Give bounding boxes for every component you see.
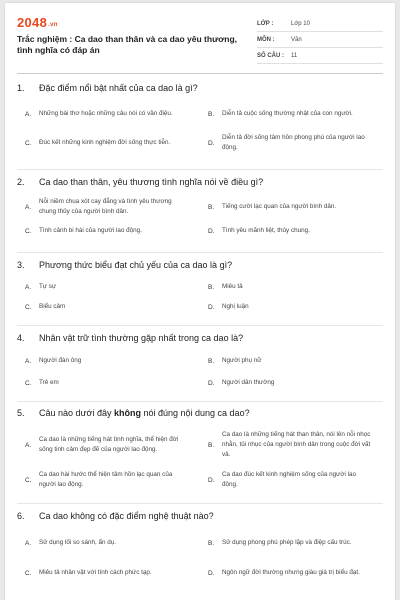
question-header	[17, 260, 383, 271]
option-text: Người đàn ông	[39, 357, 82, 364]
question-text: Đặc điểm nổi bật nhất của ca dao là gì?	[39, 83, 198, 93]
options	[17, 350, 383, 394]
option-letter: B.	[208, 357, 215, 365]
meta-row-subject	[257, 32, 383, 48]
option-a[interactable]	[17, 100, 200, 128]
question-number: 1.	[17, 83, 25, 93]
meta-value: Lớp 10	[291, 20, 310, 27]
option-letter: B.	[208, 283, 215, 291]
option-letter: A.	[25, 539, 32, 547]
page	[5, 3, 395, 600]
question-text: Phương thức biểu đạt chủ yếu của ca dao là gì?	[39, 260, 233, 270]
option-d[interactable]	[200, 220, 383, 242]
meta-key: LỚP :	[257, 20, 274, 27]
option-c[interactable]	[17, 297, 200, 317]
option-letter: A.	[25, 357, 32, 365]
question-separator	[17, 503, 383, 504]
option-letter: C.	[25, 303, 32, 311]
option-text: Sử dụng phong phú phép lặp và điệp cấu trúc.	[222, 539, 352, 546]
question-separator	[17, 252, 383, 253]
option-letter: A.	[25, 110, 32, 118]
meta-value: Văn	[291, 36, 302, 43]
question-separator	[17, 401, 383, 402]
meta-key: SỐ CÂU :	[257, 52, 284, 59]
question-text	[39, 408, 250, 419]
option-text: Biểu cảm	[39, 303, 66, 310]
question-3	[17, 260, 383, 317]
option-letter: D.	[208, 303, 215, 311]
option-text: Tự sự	[39, 283, 57, 290]
question-1	[17, 83, 383, 158]
option-letter: B.	[208, 441, 215, 449]
option-letter: C.	[25, 139, 32, 147]
page-title: Trắc nghiệm : Ca dao than thân và ca dao yêu thương, tình nghĩa có đáp án	[17, 34, 238, 55]
question-number: 2.	[17, 177, 25, 187]
option-b[interactable]	[200, 425, 383, 465]
option-text: Tình yêu mãnh liệt, thủy chung.	[222, 227, 310, 234]
question-header	[17, 177, 383, 188]
option-letter: C.	[25, 379, 32, 387]
option-b[interactable]	[200, 528, 383, 558]
option-text: Ngôn ngữ đời thường nhưng giàu giá trị biểu đạt.	[222, 569, 360, 576]
question-6	[17, 511, 383, 588]
option-c[interactable]	[17, 220, 200, 242]
option-letter: C.	[25, 476, 32, 484]
meta-table	[257, 16, 383, 64]
question-text: Ca dao không có đặc điểm nghệ thuật nào?	[39, 511, 214, 521]
option-a[interactable]	[17, 194, 200, 220]
option-c[interactable]	[17, 558, 200, 588]
site-logo[interactable]	[17, 15, 58, 30]
question-number: 5.	[17, 408, 25, 418]
option-letter: D.	[208, 379, 215, 387]
option-c[interactable]	[17, 465, 200, 495]
option-text: Diễn tả đời sống tâm hồn phong phú của người lao động.	[222, 134, 365, 151]
option-a[interactable]	[17, 350, 200, 372]
option-letter: D.	[208, 227, 215, 235]
header-divider	[17, 73, 383, 74]
question-number: 4.	[17, 333, 25, 343]
options	[17, 194, 383, 242]
option-b[interactable]	[200, 350, 383, 372]
option-text: Ca dao hài hước thể hiện tâm hồn lạc quan của người lao động.	[39, 471, 173, 488]
meta-value: 11	[291, 52, 298, 59]
option-letter: D.	[208, 476, 215, 484]
option-d[interactable]	[200, 465, 383, 495]
options	[17, 528, 383, 588]
option-a[interactable]	[17, 528, 200, 558]
header	[17, 15, 383, 71]
question-text-emphasis: không	[113, 408, 141, 418]
question-text: Ca dao than thân, yêu thương tình nghĩa nói về điều gì?	[39, 177, 264, 187]
option-letter: D.	[208, 569, 215, 577]
option-letter: B.	[208, 110, 215, 118]
question-2	[17, 177, 383, 242]
option-d[interactable]	[200, 128, 383, 158]
question-number: 3.	[17, 260, 25, 270]
option-letter: A.	[25, 283, 32, 291]
options	[17, 425, 383, 495]
option-letter: D.	[208, 139, 215, 147]
option-text: Người dân thường	[222, 379, 275, 386]
option-letter: A.	[25, 441, 32, 449]
option-letter: C.	[25, 569, 32, 577]
option-text: Ca dao là những tiếng hát than thân, nói lên nỗi nhọc nhằn, tủi nhục của người bình dân trong cuộc đời vất vả.	[222, 431, 371, 458]
option-text: Đúc kết những kinh nghiệm đời sống thực tiễn.	[39, 139, 171, 146]
logo-suffix: .vn	[48, 22, 58, 28]
options	[17, 277, 383, 317]
option-letter: A.	[25, 203, 32, 211]
option-text: Nỗi niềm chua xót cay đắng và tình yêu thương chung thủy của người bình dân.	[39, 198, 172, 215]
question-separator	[17, 169, 383, 170]
logo-number: 2048	[17, 15, 48, 30]
option-text: Nghị luận	[222, 303, 249, 310]
option-letter: B.	[208, 539, 215, 547]
option-b[interactable]	[200, 277, 383, 297]
option-text: Diễn tả cuộc sống thường nhật của con người.	[222, 110, 353, 117]
question-text-part: Câu nào dưới đây	[39, 408, 114, 418]
question-header	[17, 408, 383, 419]
question-separator	[17, 325, 383, 326]
option-text: Sử dụng lối so sánh, ẩn dụ.	[39, 539, 117, 546]
option-text: Ca dao đúc kết kinh nghiệm sống của người lao động.	[222, 471, 357, 488]
option-letter: B.	[208, 203, 215, 211]
option-text: Tình cảnh bi hài của người lao động.	[39, 227, 142, 234]
option-text: Trẻ em	[39, 379, 59, 386]
option-d[interactable]	[200, 372, 383, 394]
option-b[interactable]	[200, 194, 383, 220]
option-d[interactable]	[200, 558, 383, 588]
option-c[interactable]	[17, 372, 200, 394]
option-a[interactable]	[17, 277, 200, 297]
question-4	[17, 333, 383, 394]
option-c[interactable]	[17, 128, 200, 158]
question-header	[17, 511, 383, 522]
question-header	[17, 333, 383, 344]
option-letter: C.	[25, 227, 32, 235]
option-text: Miêu tả nhân vật với tính cách phức tạp.	[39, 569, 152, 576]
option-text: Ca dao là những tiếng hát tình nghĩa, thể hiện đời sống tinh cảm đẹp đẽ của người lao động.	[39, 436, 179, 453]
question-header	[17, 83, 383, 94]
option-text: Tiếng cười lạc quan của người bình dân.	[222, 203, 337, 210]
option-d[interactable]	[200, 297, 383, 317]
option-text: Miêu tả	[222, 283, 243, 290]
options	[17, 100, 383, 158]
option-text: Những bài thơ hoặc những câu nói có vần điệu.	[39, 110, 173, 117]
question-text: Nhân vật trữ tình thường gặp nhất trong ca dao là?	[39, 333, 244, 343]
meta-row-class	[257, 16, 383, 32]
option-a[interactable]	[17, 425, 200, 465]
option-b[interactable]	[200, 100, 383, 128]
meta-key: MÔN :	[257, 36, 275, 43]
question-number: 6.	[17, 511, 25, 521]
meta-row-count	[257, 48, 383, 64]
option-text: Người phụ nữ	[222, 357, 262, 364]
question-5	[17, 408, 383, 495]
question-text-part: nói đúng nội dung ca dao?	[140, 408, 250, 418]
